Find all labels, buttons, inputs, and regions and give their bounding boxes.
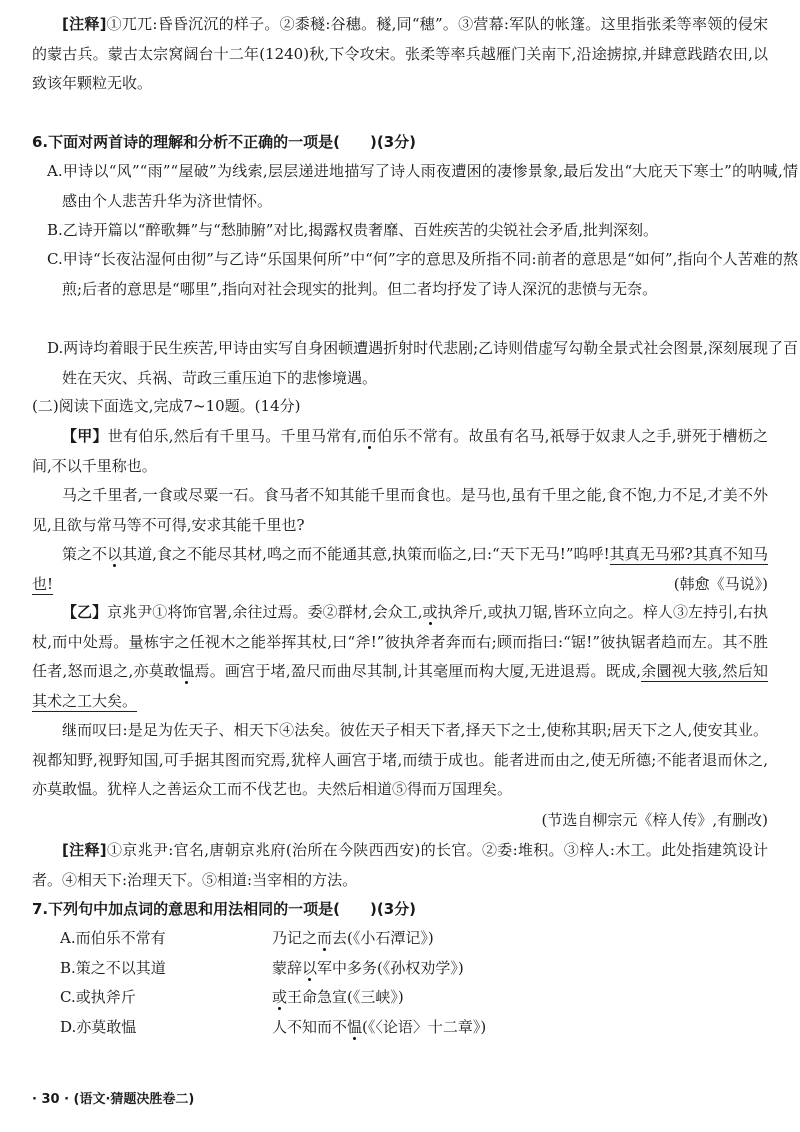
passage-jia-p1 [32,422,768,481]
passage-yi-label: 【乙】 [62,603,108,621]
question-7-option-b [32,954,768,984]
note-1-text: ①兀兀:昏昏沉沉的样子。②黍穟:谷穗。穟,同“穗”。③营幕:军队的帐篷。这里指张柔等率领的侵宋的蒙古兵。蒙古太宗窝阔台十二年(1240)秋,下令攻宋。张柔等率兵越雁门关南下,沿途掳掠,并肆意践踏农田,以致该年颗粒无收。 [32,15,768,92]
passage-yi-source: (节选自柳宗元《梓人传》,有删改) [541,811,768,829]
option-phrase: 或执斧斤 [75,988,136,1006]
option-phrase: 策之不以其道 [75,958,166,977]
option-letter: C. [60,988,76,1006]
dotted-word: 愠 [347,1017,363,1036]
note-1-label: [注释] [62,15,107,33]
option-left [60,983,136,1013]
option-right [272,983,404,1013]
question-7-stem: 7.下列句中加点词的意思和用法相同的一项是( )(3分) [32,900,416,918]
dotted-word: 以 [302,958,318,977]
option-compare-a: 蒙辞 [272,958,303,977]
option-compare-a: 乃记之 [272,929,318,947]
underlined-sentence: 余圜视大骇,然后知其术之工大矣。 [32,662,768,710]
option-left [60,924,166,954]
option-phrase: 亦莫敢愠 [76,1017,137,1036]
passage-jia-p1-text-b: 伯乐不常有。故虽有名马,祇辱于奴隶人之手,骈死于槽枥之间,不以千里称也。 [32,427,768,475]
option-compare-a: 人不知而不 [272,1017,348,1036]
section-2-heading: (二)阅读下面选文,完成7~10题。(14分) [32,397,301,415]
note-2 [32,836,768,895]
option-letter: D. [60,1017,77,1036]
question-7-options [32,924,768,1042]
option-letter: A. [60,929,76,947]
passage-yi-p1 [32,598,768,716]
question-6-option-d: D.两诗均着眼于民生疾苦,甲诗由实写自身困顿遭遇折射时代悲剧;乙诗则借虚写勾勒全景式社会图景,深刻展现了百姓在天灾、兵祸、苛政三重压迫下的悲惨境遇。 [47,339,798,387]
passage-yi-p1-text-a: 京兆尹①将饰官署,余往过焉。委②群材,会众工, [107,603,423,621]
question-6-option-a: A.甲诗以“风”“雨”“屋破”为线索,层层递进地描写了诗人雨夜遭困的凄惨景象,最后发出“大庇天下寒士”的呐喊,情感由个人悲苦升华为济世情怀。 [47,162,798,210]
option-phrase: 而伯乐不常有 [75,929,166,947]
dotted-word: 而 [361,427,377,445]
option-left [60,1013,136,1043]
option-compare-b: 军中多务(《孙权劝学》) [317,958,464,977]
question-6-option-c: C.甲诗“长夜沾湿何由彻”与乙诗“乐国果何所”中“何”字的意思及所指不同:前者的意思是“如何”,指向个人苦难的熬煎;后者的意思是“哪里”,指向对社会现实的批判。但二者均抒发了诗人深沉的悲愤与无奈。 [47,250,798,298]
question-7-option-c [32,983,768,1013]
note-2-label: [注释] [62,841,107,859]
passage-yi-p1-text-c: 焉。画宫于堵,盈尺而曲尽其制,计其毫厘而构大厦,无进退焉。既成, [194,662,642,680]
passage-jia-label: 【甲】 [62,427,108,445]
question-7-option-a [32,924,768,954]
option-compare-b: 去(《小石潭记》) [332,929,434,947]
passage-yi-p2: 继而叹曰:是足为佐天子、相天下④法矣。彼佐天子相天下者,择天下之士,使称其职;居天下之人,使安其业。视都知野,视野知国,可手据其图而究焉,犹梓人画宫于堵,而绩于成也。能者进而由之,使无所德;不能者退而休之,亦莫敢愠。犹梓人之善运众工而不伐艺也。夫然后相道⑤得而万国理矣。 [32,721,768,798]
dotted-word: 愠 [179,662,195,680]
question-6-stem: 6.下面对两首诗的理解和分析不正确的一项是( )(3分) [32,133,416,151]
option-letter: B. [60,958,76,977]
dotted-word: 以 [107,545,123,563]
note-1 [32,10,768,99]
dotted-word: 或 [422,603,438,621]
question-6-option-b: B.乙诗开篇以“醉歌舞”与“愁肺腑”对比,揭露权贵奢靡、百姓疾苦的尖锐社会矛盾,批判深刻。 [47,221,659,239]
passage-yi-p1-text-b: 执斧斤,或执刀锯,皆环立向之。梓人③左持引,右执杖,而中处焉。量栋宇之任视木之能举挥其杖,曰“斧!”彼执斧者奔而右;顾而指曰:“锯!”彼执锯者趋而左。其不胜任者,怒而退之,亦莫敢 [32,603,768,680]
passage-jia-p3-text-b: 其道,食之不能尽其材,鸣之而不能通其意,执策而临之,曰:“天下无马!”呜呼! [122,545,610,563]
passage-jia-p2: 马之千里者,一食或尽粟一石。食马者不知其能千里而食也。是马也,虽有千里之能,食不饱,力不足,才美不外见,且欲与常马等不可得,安求其能千里也? [32,486,768,534]
page-footer: · 30 · (语文·猜题决胜卷二) [32,1092,195,1107]
underlined-sentence: 其真无马邪?其真不知马也! [32,545,768,593]
passage-jia-source: (韩愈《马说》) [673,575,768,593]
passage-jia-p1-text-a: 世有伯乐,然后有千里马。千里马常有, [107,427,362,445]
option-right [272,1013,486,1043]
passage-jia-p3-text-a: 策之不 [62,545,108,563]
question-7-option-d [32,1013,768,1043]
option-compare-b: (《〈论语〉十二章》) [362,1017,487,1036]
option-right [272,924,434,954]
note-2-text: ①京兆尹:官名,唐朝京兆府(治所在今陕西西安)的长官。②委:堆积。③梓人:木工。此处指建筑设计者。④相天下:治理天下。⑤相道:当宰相的方法。 [32,841,768,889]
option-left [60,954,166,984]
dotted-word: 而 [317,929,333,947]
option-compare-b: 王命急宣(《三峡》) [287,988,404,1006]
dotted-word: 或 [272,988,288,1006]
option-right [272,954,464,984]
